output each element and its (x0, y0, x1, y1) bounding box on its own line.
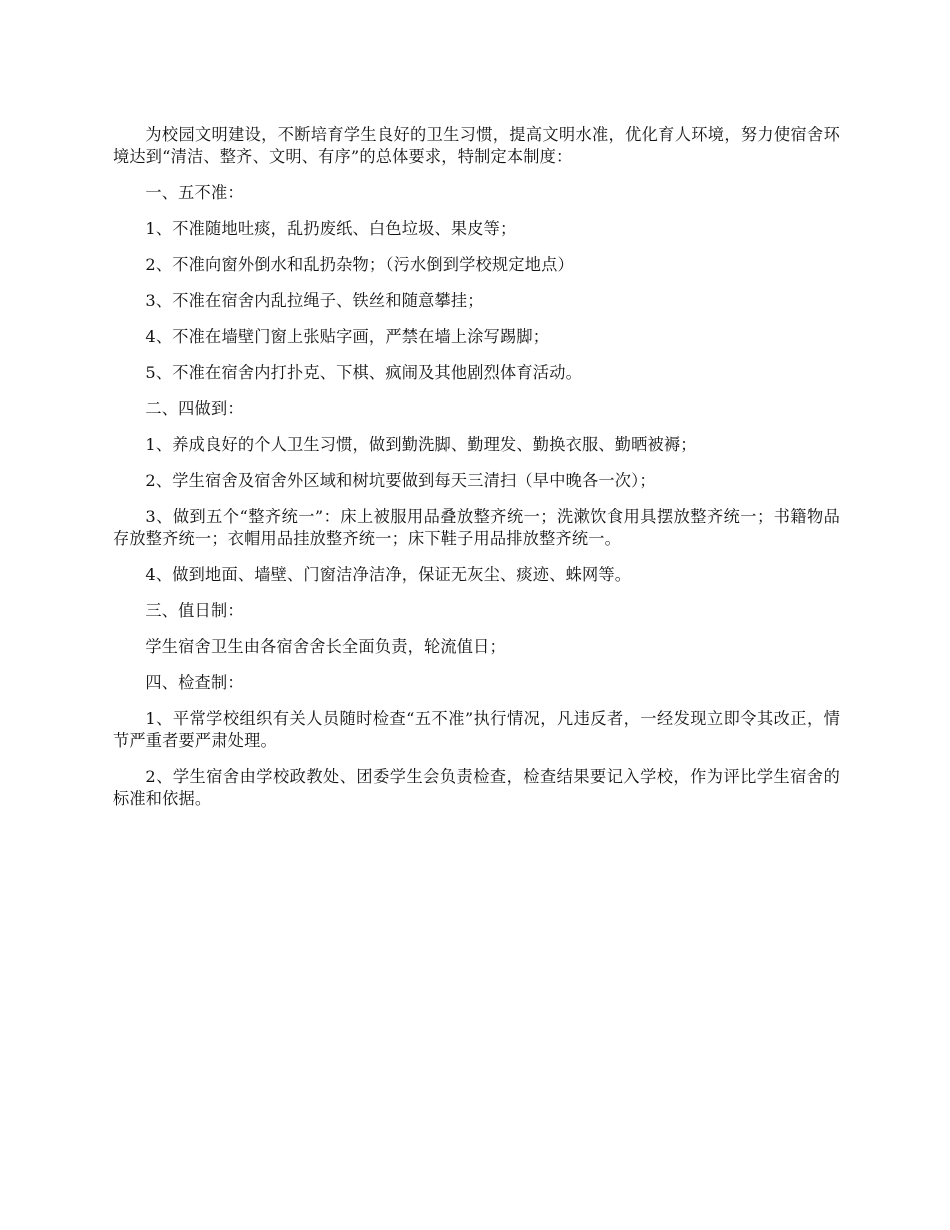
duty-paragraph: 学生宿舍卫生由各宿舍舍长全面负责，轮流值日； (145, 637, 506, 656)
requirement-item: 3、做到五个“整齐统一”：床上被服用品叠放整齐统一；洗漱饮食用具摆放整齐统一；书籍物品存放整齐统一；衣帽用品挂放整齐统一；床下鞋子用品排放整齐统一。 (113, 507, 840, 548)
requirement-item: 2、学生宿舍及宿舍外区域和树坑要做到每天三清扫（早中晚各一次）； (145, 471, 656, 490)
requirement-item: 4、做到地面、墙壁、门窗洁净洁净，保证无灰尘、痰迹、蛛网等。 (145, 565, 632, 584)
intro-paragraph: 为校园文明建设，不断培育学生良好的卫生习惯，提高文明水准，优化育人环境，努力使宿舍环境达到“清洁、整齐、文明、有序”的总体要求，特制定本制度： (113, 125, 840, 166)
inspection-item: 1、平常学校组织有关人员随时检查“五不准”执行情况，凡违反者，一经发现立即令其改正，情节严重者要严肃处理。 (113, 709, 840, 750)
section-heading-four-requirements: 二、四做到： (145, 399, 244, 418)
requirement-item: 1、养成良好的个人卫生习惯，做到勤洗脚、勤理发、勤换衣服、勤晒被褥； (145, 435, 697, 454)
inspection-item: 2、学生宿舍由学校政教处、团委学生会负责检查，检查结果要记入学校，作为评比学生宿舍的标准和依据。 (113, 767, 840, 808)
section-heading-duty-system: 三、值日制： (145, 601, 244, 620)
rule-item: 1、不准随地吐痰，乱扔废纸、白色垃圾、果皮等； (145, 219, 517, 238)
section-heading-inspection-system: 四、检查制： (145, 673, 244, 692)
rule-item: 4、不准在墙壁门窗上张贴字画，严禁在墙上涂写踢脚； (145, 327, 550, 346)
rule-item: 2、不准向窗外倒水和乱扔杂物；（污水倒到学校规定地点） (145, 255, 574, 274)
document-body (113, 124, 840, 824)
section-heading-five-prohibitions: 一、五不准： (145, 183, 244, 202)
rule-item: 3、不准在宿舍内乱拉绳子、铁丝和随意攀挂； (145, 291, 484, 310)
rule-item: 5、不准在宿舍内打扑克、下棋、疯闹及其他剧烈体育活动。 (145, 363, 582, 382)
